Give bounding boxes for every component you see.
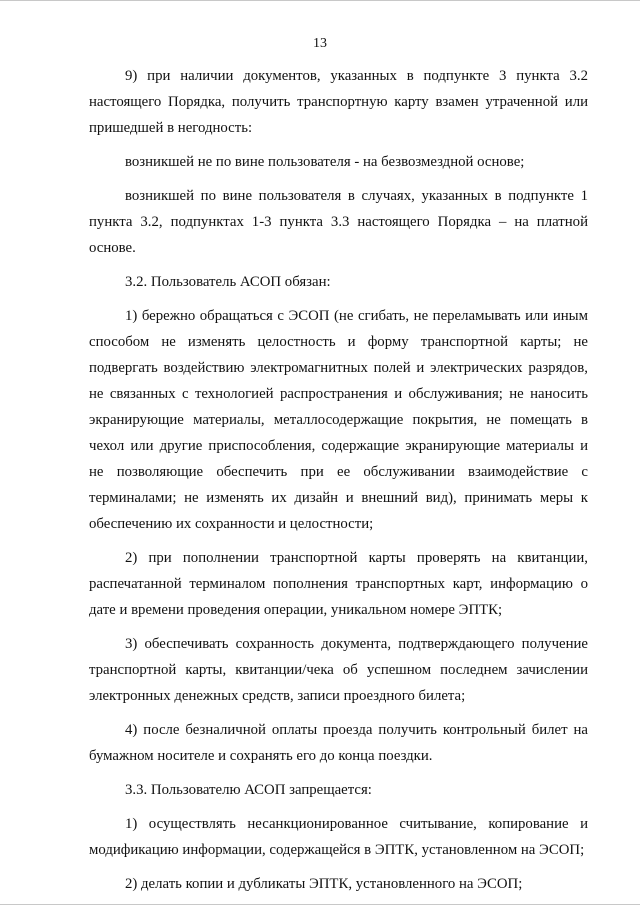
section-heading-3-2: 3.2. Пользователь АСОП обязан:	[125, 274, 331, 290]
paragraph-user-fault: возникшей по вине пользователя в случаях, указанных в подпункте 1 пункта 3.2, подпунктах 1-3 пункта 3.3 настоящего Порядка – на платной основе.	[89, 188, 588, 256]
paragraph-3-3-2: 2) делать копии и дубликаты ЭПТК, установленного на ЭСОП;	[125, 876, 523, 892]
document-body	[89, 63, 588, 897]
section-heading-3-3: 3.3. Пользователю АСОП запрещается:	[125, 782, 372, 798]
paragraph-3-2-1: 1) бережно обращаться с ЭСОП (не сгибать, не переламывать или иным способом не изменять целостность и форму транспортной карты; не подвергать воздействию электромагнитных полей и электрических разрядов, не связанных с технологией распространения и обслуживания; не наносить экранирующие материалы, металлосодержащие покрытия, не помещать в чехол или другие приспособления, содержащие экранирующие материалы и не позволяющие обеспечить при ее обслуживании взаимодействие с терминалами; не изменять их дизайн и внешний вид), принимать меры к обеспечению их сохранности и целостности;	[89, 308, 588, 532]
paragraph-3-2-4: 4) после безналичной оплаты проезда получить контрольный билет на бумажном носителе и сохранять его до конца поездки.	[89, 722, 588, 764]
paragraph-3-3-1: 1) осуществлять несанкционированное считывание, копирование и модификацию информации, содержащейся в ЭПТК, установленном на ЭСОП;	[89, 816, 588, 858]
paragraph-9: 9) при наличии документов, указанных в подпункте 3 пункта 3.2 настоящего Порядка, получить транспортную карту взамен утраченной или пришедшей в негодность:	[89, 68, 588, 136]
paragraph-3-2-2: 2) при пополнении транспортной карты проверять на квитанции, распечатанной терминалом пополнения транспортных карт, информацию о дате и времени проведения операции, уникальном номере ЭПТК;	[89, 550, 588, 618]
paragraph-3-2-3: 3) обеспечивать сохранность документа, подтверждающего получение транспортной карты, квитанции/чека об успешном последнем зачислении электронных денежных средств, записи проездного билета;	[89, 636, 588, 704]
paragraph-no-fault: возникшей не по вине пользователя - на безвозмездной основе;	[125, 154, 525, 170]
page-number: 13	[313, 36, 327, 51]
scan-edge-top	[0, 0, 640, 1]
